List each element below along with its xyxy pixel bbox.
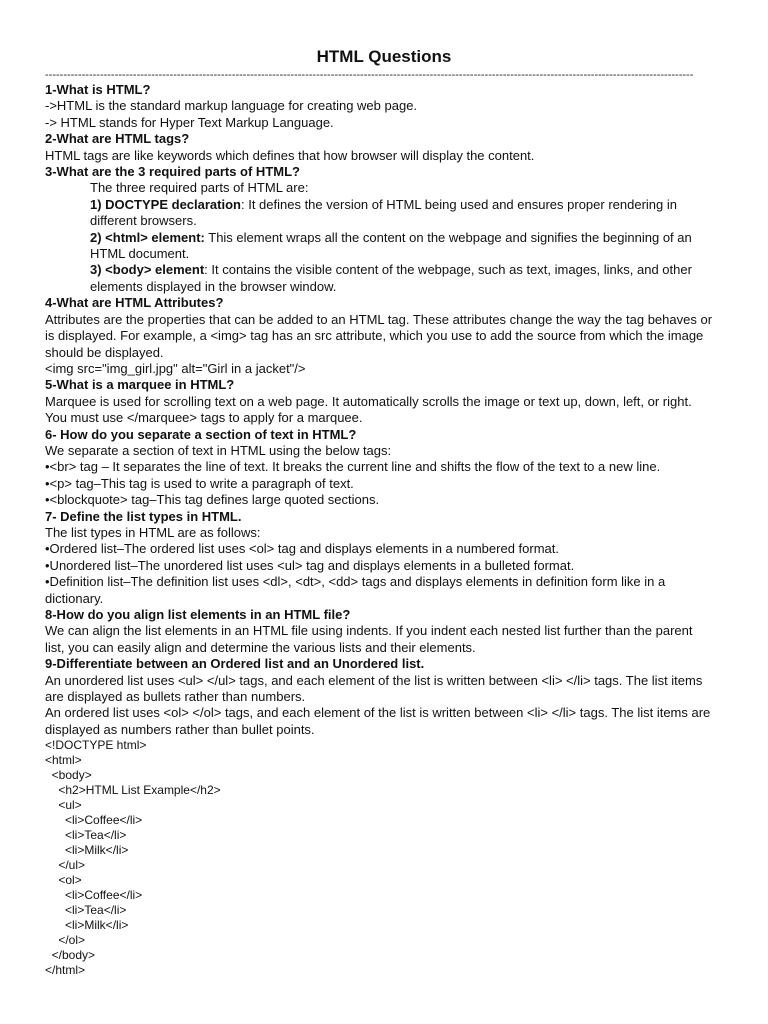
- question-heading: 4-What are HTML Attributes?: [45, 295, 224, 311]
- part-label: 3) <body> element: [90, 262, 205, 278]
- part-text: This element wraps all the content on the webpage and signifies the beginning of an HTML document.: [90, 229, 692, 262]
- question-heading: 5-What is a marquee in HTML?: [45, 377, 235, 393]
- code-sample: [45, 738, 715, 978]
- answer-line: Attributes are the properties that can be added to an HTML tag. These attributes change the way the tag behaves or is displayed. For example, a <img> tag has an src attribute, which you use to add the source from which the image should be displayed.: [45, 311, 713, 360]
- bullet-item: •<p> tag–This tag is used to write a paragraph of text.: [45, 475, 354, 491]
- answer-line: We can align the list elements in an HTML file using indents. If you indent each nested list further than the parent list, you can easily align and determine the various lists and their elements.: [45, 623, 693, 655]
- code-line: <!DOCTYPE html>: [45, 738, 147, 753]
- page-title: HTML Questions: [316, 47, 452, 66]
- part-text: : It contains the visible content of the webpage, such as text, images, links, and other elements displayed in the browser window.: [90, 262, 692, 294]
- code-line: </body>: [45, 948, 96, 963]
- question-heading: 3-What are the 3 required parts of HTML?: [45, 164, 300, 180]
- code-line: <li>Milk</li>: [45, 918, 129, 933]
- required-part: [45, 262, 715, 295]
- answer-line: An unordered list uses <ul> </ul> tags, and each element of the list is written between <li> </li> tags. The list items are displayed as bullets rather than numbers.: [45, 672, 703, 705]
- answer-line: -> HTML stands for Hyper Text Markup Language.: [45, 114, 334, 130]
- code-line: <body>: [45, 768, 92, 783]
- answer-intro: The three required parts of HTML are:: [90, 180, 309, 196]
- bullet-item: •<blockquote> tag–This tag defines large quoted sections.: [45, 492, 380, 508]
- question-heading: 8-How do you align list elements in an HTML file?: [45, 607, 351, 622]
- bullet-item: •Unordered list–The unordered list uses <ul> tag and displays elements in a bulleted format.: [45, 557, 575, 573]
- bullet-item: •Definition list–The definition list uses <dl>, <dt>, <dd> tags and displays elements in definition form like in a dictionary.: [45, 574, 666, 606]
- document-body: [45, 82, 715, 978]
- answer-line: HTML tags are like keywords which defines that how browser will display the content.: [45, 147, 535, 163]
- code-line: </ol>: [45, 933, 86, 948]
- answer-line: Marquee is used for scrolling text on a web page. It automatically scrolls the image or text up, down, left, or right. You must use </marquee> tags to apply for a marquee.: [45, 393, 692, 426]
- required-part: [45, 230, 715, 263]
- code-line: <h2>HTML List Example</h2>: [45, 783, 221, 798]
- code-line: <li>Milk</li>: [45, 843, 129, 858]
- code-line: <li>Coffee</li>: [45, 888, 143, 903]
- part-label: 2) <html> element:: [90, 229, 205, 245]
- code-line: <li>Tea</li>: [45, 903, 127, 918]
- part-label: 1) DOCTYPE declaration: [90, 196, 241, 212]
- question-heading: 9-Differentiate between an Ordered list and an Unordered list.: [45, 656, 425, 672]
- answer-line: <img src="img_girl.jpg" alt="Girl in a jacket"/>: [45, 360, 306, 376]
- code-line: <li>Coffee</li>: [45, 813, 143, 828]
- answer-line: We separate a section of text in HTML using the below tags:: [45, 442, 392, 458]
- answer-line: ->HTML is the standard markup language for creating web page.: [45, 98, 418, 114]
- required-part: [45, 197, 715, 230]
- code-line: <li>Tea</li>: [45, 828, 127, 843]
- code-line: <ul>: [45, 798, 82, 813]
- question-heading: 6- How do you separate a section of text in HTML?: [45, 426, 357, 442]
- part-text: : It defines the version of HTML being used and ensures proper rendering in different browsers.: [90, 196, 677, 229]
- answer-line: An ordered list uses <ol> </ol> tags, and each element of the list is written between <li> </li> tags. The list items are displayed as numbers rather than bullet points.: [45, 705, 711, 737]
- bullet-item: •Ordered list–The ordered list uses <ol> tag and displays elements in a numbered format.: [45, 541, 559, 557]
- answer-line: The list types in HTML are as follows:: [45, 524, 261, 540]
- code-line: <html>: [45, 753, 82, 768]
- bullet-item: •<br> tag – It separates the line of text. It breaks the current line and shifts the flow of the text to a new line.: [45, 459, 661, 475]
- title-divider: ---------------------------------------------------------------------------------------------------------------------------------------------------------------------------------: [45, 69, 694, 81]
- question-heading: 1-What is HTML?: [45, 82, 151, 97]
- code-line: </html>: [45, 963, 86, 978]
- question-heading: 2-What are HTML tags?: [45, 131, 190, 147]
- code-line: </ul>: [45, 858, 86, 873]
- code-line: <ol>: [45, 873, 82, 888]
- question-heading: 7- Define the list types in HTML.: [45, 508, 242, 524]
